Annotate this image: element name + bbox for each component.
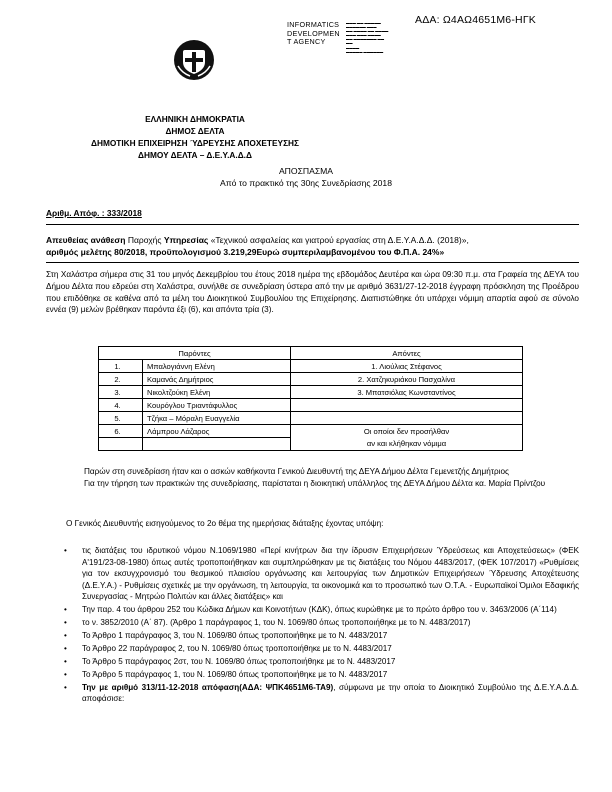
bullet-icon: •: [64, 656, 67, 666]
considerations-list: [46, 545, 579, 706]
org-line-republic: ΕΛΛΗΝΙΚΗ ΔΗΜΟΚΡΑΤΙΑ: [145, 114, 245, 124]
table-row: 2. Καμανάς Δημήτριος 2. Χατζηκυριάκου Πασχαλίνα: [99, 373, 523, 386]
general-manager-note: Παρών στη συνεδρίαση ήταν και ο ασκών καθήκοντα Γενικού Διευθυντή της ΔΕΥΑ Δήμου Δέλτα Γεμενετζής Δημήτριος: [84, 467, 509, 476]
organization-header: [60, 113, 330, 161]
list-item: • Την με αριθμό 313/11-12-2018 απόφαση(ΑΔΑ: ΨΠΚ4651Μ6-ΤΑ9), σύμφωνα με την οποία το Διοικητικό Συμβούλιο της Δ.Ε.Υ.Α.Δ.Δ. αποφάσισε:: [64, 682, 579, 704]
digital-signature-stamp: ▬▬▬ ▬▬ ▬▬▬▬▬ ▬▬▬▬▬▬ ▬▬▬ ▬▬ ▬▬▬▬ ▬▬ ▬▬▬▬ ▬▬▬ ▬▬▬ ▬▬▬▬ ▬▬ ▬▬▬▬▬▬▬ ▬▬ ▬▬ ▬▬▬▬ ▬▬▬▬▬ ▬▬▬▬▬▬: [346, 21, 389, 54]
bullet-icon: •: [64, 669, 67, 679]
bullet-icon: •: [64, 682, 67, 692]
list-item: • τις διατάξεις του ιδρυτικού νόμου Ν.1069/1980 «Περί κινήτρων δια την ίδρυσιν Επιχειρήσεων Ύδρεύσεως και Αποχετεύσεως» (ΦΕΚ Α'191/23-08-1980) όπως αυτές τροποποιήθηκαν και συμπληρώθηκαν με τις διατάξεις του Νόμου 4483/2017, (ΦΕΚ 107/2017) «Ρυθμίσεις για τον εκσυγχρονισμό του θεσμικού πλαισίου οργάνωσης και λειτουργίας των Δημοτικών Επιχειρήσεων Ύδρευσης Αποχέτευσης (Δ.Ε.Υ.Α.) - Ρυθμίσεις σχετικές με την οργάνωση, τη λειτουργία, τα οικονομικά και το προσωπικό των Ο.Τ.Α. - Ευρωπαϊκοί Όμιλοι Εδαφικής Συνεργασίας - Μητρώο Πολιτών και άλλες διατάξεις» και: [64, 546, 579, 602]
present-header: Παρόντες: [99, 347, 291, 360]
meeting-intro-paragraph: Στη Χαλάστρα σήμερα στις 31 του μηνός Δεκεμβρίου του έτους 2018 ημέρα της εβδομάδος Δευτέρα και ώρα 09:30 π.μ. στα Γραφεία της ΔΕΥΑ του Δήμου Δέλτα που εδρεύει στη Χαλάστρα, συνήλθε σε συνεδρίαση ύστερα από την με αριθμό 3631/27-12-2018 έγγραφη πρόσκληση της Προέδρου που επιδόθηκε σε καθένα από τα μέλη του Διοικητικού Συμβουλίου της Επιχείρησης. Διαπιστώθηκε ότι υπάρχει νόμιμη απαρτία αφού σε σύνολο εννέα (9) μελών βρέθηκαν παρόντα έξι (6), και απόντα τρία (3).: [46, 270, 579, 315]
list-item: • το ν. 3852/2010 (Α΄ 87). (Άρθρο 1 παράγραφος 1, του Ν. 1069/80 όπως τροποποιήθηκε με το Ν. 4483/2017): [64, 618, 471, 628]
decision-subject: Απευθείας ανάθεση Παροχής Υπηρεσίας «Τεχνικού ασφαλείας και γιατρού εργασίας στη Δ.Ε.Υ.Α.Δ.Δ. (2018)», αριθμός μελέτης 80/2018, προϋπολογισμού 3.219,29Ευρώ συμπεριλαμβανομένου του Φ.Π.Α. 24%»: [46, 235, 469, 258]
list-item: • Το Άρθρο 1 παράγραφος 3, του Ν. 1069/80 όπως τροποποιήθηκε με το Ν. 4483/2017: [64, 631, 388, 641]
list-item: • Το Άρθρο 5 παράγραφος 1, του Ν. 1069/80 όπως τροποποιήθηκε με το Ν. 4483/2017: [64, 669, 388, 679]
attendance-table: [98, 346, 523, 451]
list-item: • Το Άρθρο 22 παράγραφος 2, του Ν. 1069/80 όπως τροποποιήθηκε με το Ν. 4483/2017: [64, 643, 392, 653]
bullet-icon: •: [64, 605, 67, 615]
bullet-icon: •: [64, 618, 67, 628]
table-row: αν και κλήθηκαν νόμιμα: [99, 438, 523, 451]
table-row: 5. Τζήκα – Μόραλη Ευαγγελία: [99, 412, 523, 425]
org-line-municipality: ΔΗΜΟΣ ΔΕΛΤΑ: [165, 126, 225, 136]
absent-header: Απόντες: [291, 347, 523, 360]
bullet-icon: •: [64, 546, 67, 555]
proposal-intro: Ο Γενικός Διευθυντής εισηγούμενος το 2ο θέμα της ημερήσιας διάταξης έχοντας υπόψη:: [66, 519, 384, 528]
org-line-company-short: ΔΗΜΟΥ ΔΕΛΤΑ – Δ.Ε.Υ.Α.Δ.Δ: [138, 150, 252, 160]
decision-number: Αριθμ. Απόφ. : 333/2018: [46, 208, 142, 218]
document-heading: [0, 165, 612, 189]
bullet-icon: •: [64, 643, 67, 653]
table-row: 1. Μπαλογιάννη Ελένη 1. Λιούλιας Στέφανος: [99, 360, 523, 373]
table-row: 4. Κουρόγλου Τριαντάφυλλος: [99, 399, 523, 412]
table-row: 3. Νικολτζούκη Ελένη 3. Μπατσιόλας Κωνσταντίνος: [99, 386, 523, 399]
attendance-header-row: [99, 347, 523, 360]
list-item: • Το Άρθρο 5 παράγραφος 2στ, του Ν. 1069/80 όπως τροποποιήθηκε με το Ν. 4483/2017: [64, 656, 396, 666]
minutes-keeper-note: Για την τήρηση των πρακτικών της συνεδρίασης, παρίσταται η διοικητική υπάλληλος της ΔΕΥΑ Δήμου Δέλτα κα. Μαρία Πρίντζου: [84, 478, 546, 488]
bullet-icon: •: [64, 631, 67, 641]
table-row: 6. Λάμπρου Λάζαρος Οι οποίοι δεν προσήλθαν: [99, 425, 523, 438]
divider-bottom: [46, 262, 579, 263]
org-line-company: ΔΗΜΟΤΙΚΗ ΕΠΙΧΕΙΡΗΣΗ ΎΔΡΕΥΣΗΣ ΑΠΟΧΕΤΕΥΣΗΣ: [90, 138, 300, 148]
greek-coat-of-arms-emblem: [174, 40, 214, 80]
document-title: ΑΠΟΣΠΑΣΜΑ: [278, 166, 334, 176]
present-staff-note: [84, 466, 564, 490]
document-subtitle: Από το πρακτικό της 30ης Συνεδρίασης 2018: [219, 178, 392, 188]
ada-code: ΑΔΑ: Ω4ΑΩ4651Μ6-ΗΓΚ: [415, 14, 537, 26]
divider-top: [46, 224, 579, 225]
ida-agency-label: INFORMATICS DEVELOPMEN T AGENCY: [287, 20, 340, 47]
list-item: • Την παρ. 4 του άρθρου 252 του Κώδικα Δήμων και Κοινοτήτων (ΚΔΚ), όπως κυρώθηκε με το πρώτο άρθρο του ν. 3463/2006 (Α΄114): [64, 605, 557, 615]
